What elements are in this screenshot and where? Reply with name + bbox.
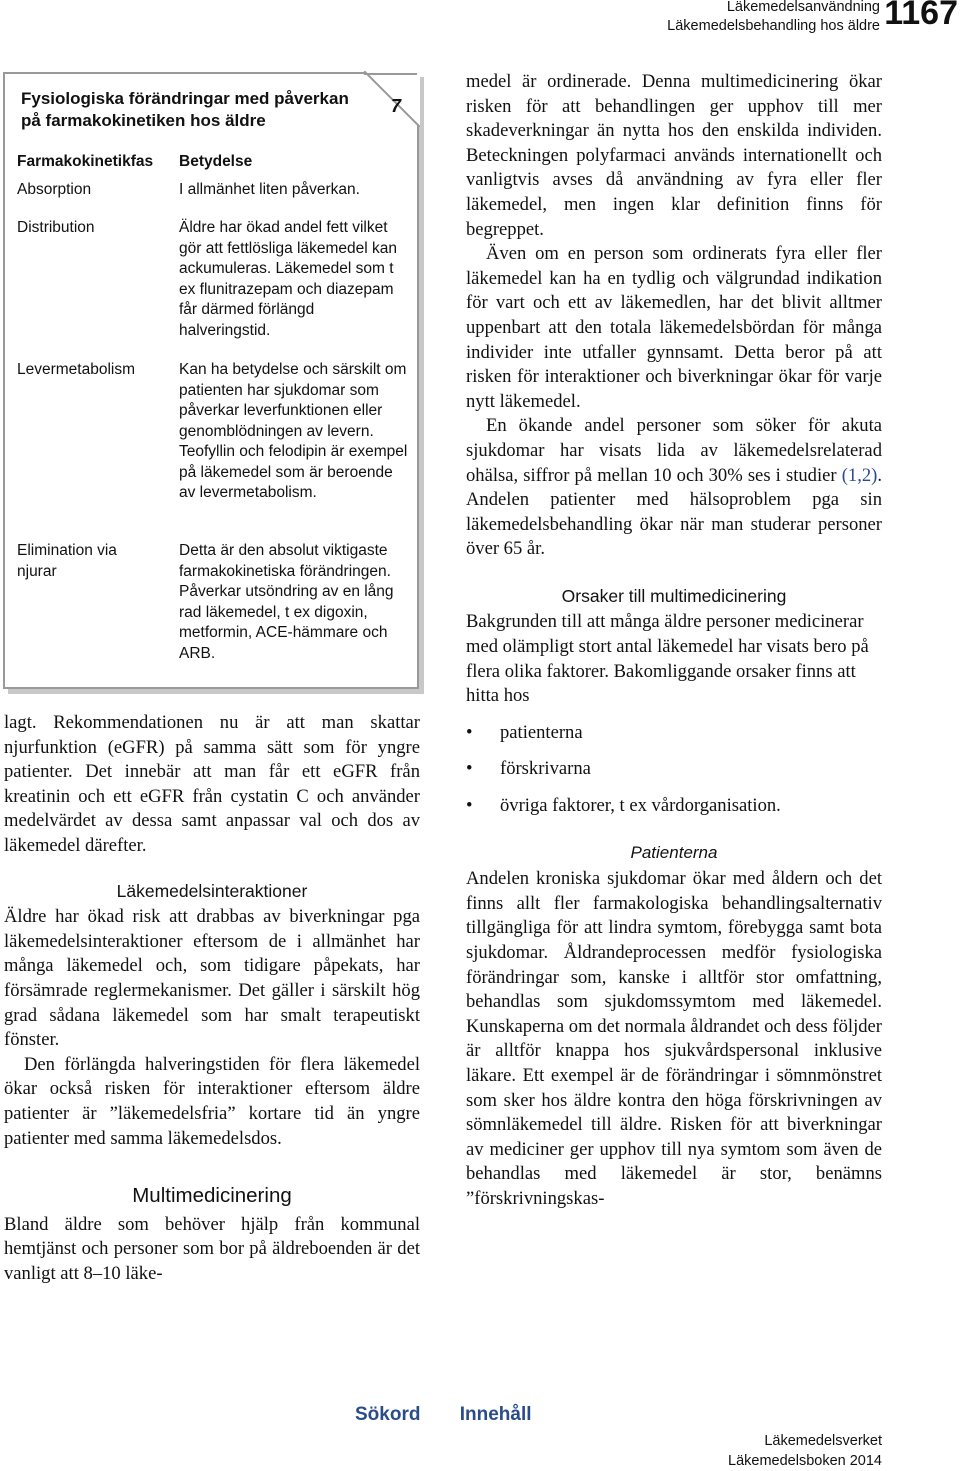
row-phase: Levermetabolism: [17, 361, 136, 378]
running-header: [667, 0, 880, 36]
paragraph-text: . Andelen patienter med hälsoproblem pga sin läkemedelsbehandling ökar när man studerar personer över 65 år.: [466, 464, 882, 560]
col-phase-header: Farmakokinetikfas: [17, 153, 154, 170]
factbox-title: Fysiologiska förändringar med påverkan på farmakokinetiken hos äldre: [21, 89, 349, 130]
header-section: Läkemedelsanvändning: [726, 0, 880, 15]
paragraph: medel är ordinerade. Denna multimedicinering ökar risken för att behandlingen ger upphov till mer skadeverkningar än nytta hos den enskilda individen. Beteckningen polyfarmaci används internationellt och vanligtvis avses då användning av fyra eller fler läkemedel, men ingen klar definition finns för begreppet.: [466, 71, 882, 240]
paragraph: Bland äldre som behöver hjälp från kommunal hemtjänst och personer som bor på äldreboenden är det vanligt att 8–10 läke-: [4, 1213, 420, 1284]
row-phase: Elimination via njurar: [17, 542, 117, 580]
paragraph: Bakgrunden till att många äldre personer medicinerar med olämpligt stort antal läkemedel har visats bero på flera olika faktorer. Bakomliggande orsaker finns att hitta hos: [466, 611, 869, 707]
row-phase: Absorption: [17, 181, 92, 198]
paragraph: Andelen kroniska sjukdomar ökar med åldern och det finns allt fler farmakologiska behandlingsalternativ tillgängliga för att lindra symtom, förebygga samt bota sjukdomar. Åldrandeprocessen medför fysiologiska förändringar som, kanske i alltför stor omfattning, behandlas som sjukdomssymtom med läkemedel. Kunskaperna om det normala åldrandet och dess följder är alltför knappa hos sjukvårdspersonal inklusive läkare. Ett exempel är de förändringar i sömnmönstret som sker hos äldre kontra den höga förskrivningen av sömnläkemedel till äldre. Risken för att biverkningar av mediciner ger upphov till nya symtom som även de behandlas med läkemedel är stor, benämns ”förskrivningskas-: [466, 868, 882, 1209]
list-item: • förskrivarna: [466, 757, 882, 782]
section-heading: Läkemedelsinteraktioner: [116, 880, 308, 901]
left-column: [4, 711, 420, 1286]
header-chapter: Läkemedelsbehandling hos äldre: [667, 18, 880, 34]
factbox: [3, 72, 419, 689]
footer-publisher: [728, 1432, 882, 1471]
list-item: • övriga faktorer, t ex vårdorganisation.: [466, 794, 882, 819]
col-meaning-header: Betydelse: [179, 153, 253, 170]
section-heading: Orsaker till multimedicinering: [561, 585, 787, 606]
list-item: • patienterna: [466, 721, 882, 746]
right-column: [466, 70, 882, 1212]
book-title: Läkemedelsboken 2014: [728, 1452, 882, 1469]
subsection-heading: Patienterna: [630, 842, 718, 862]
row-meaning: Äldre har ökad andel fett vilket gör att fettlösliga läkemedel kan ackumuleras. Läkemedel som t ex flunitrazepam och diazepam får därmed förlängd halveringstid.: [179, 219, 397, 339]
row-meaning: Kan ha betydelse och särskilt om patienten har sjukdomar som påverkar leverfunktionen eller genomblödningen av levern. Teofyllin och felodipin är exempel på läkemedel som är beroende av levermetabolism.: [179, 361, 408, 501]
footer-nav: [355, 1404, 566, 1426]
paragraph: Även om en person som ordinerats fyra eller fler läkemedel kan ha en tydlig och välgrundad indikation för vart och ett av läkemedlen, har det blivit alltmer uppenbart att den totala läkemedelsbördan för många individer inte utfaller gynnsamt. Detta beror på att risken för interaktioner och biverkningar ökar för varje nytt läkemedel.: [466, 243, 882, 412]
contents-link[interactable]: Innehåll: [459, 1404, 532, 1425]
row-meaning: Detta är den absolut viktigaste farmakokinetiska förändringen. Påverkar utsöndring av en lång rad läkemedel, t ex digoxin, metformin, ACE-hämmare och ARB.: [179, 542, 394, 662]
reference-link[interactable]: (1,2): [841, 464, 878, 486]
paragraph-text: En ökande andel personer som söker för akuta sjukdomar har visats lida av läkemedelsrelaterad ohälsa, siffror på mellan 10 och 30% ses i studier: [466, 415, 882, 486]
row-phase: Distribution: [17, 219, 95, 236]
paragraph: Den förlängda halveringstiden för flera läkemedel ökar också risken för interaktioner eftersom äldre patienter är ”läkemedelsfria” kortare tid än yngre patienter med samma läkemedelsdos.: [4, 1053, 420, 1149]
page-number: 1167: [884, 0, 958, 32]
paragraph: Äldre har ökad risk att drabbas av biverkningar pga läkemedelsinteraktioner eftersom de i allmänhet har många läkemedel och, som tidigare påpekats, har försämrade reglermekanismer. Det gäller i särskilt hög grad sådana läkemedel som har smalt terapeutiskt fönster.: [4, 906, 420, 1051]
paragraph: lagt. Rekommendationen nu är att man skattar njurfunktion (eGFR) på samma sätt som för yngre patienter. Det innebär att man får ett eGFR från kreatinin och ett eGFR från cystatin C och använder medelvärdet av dessa samt anpassar val och dos av läkemedel därefter.: [4, 712, 420, 856]
index-link[interactable]: Sökord: [355, 1404, 421, 1425]
row-meaning: I allmänhet liten påverkan.: [179, 181, 360, 198]
paragraph: [466, 414, 882, 562]
section-heading: Multimedicinering: [132, 1184, 292, 1208]
factbox-number: 7: [390, 96, 401, 116]
publisher-name: Läkemedelsverket: [764, 1433, 882, 1449]
bullet-list: [466, 721, 882, 819]
